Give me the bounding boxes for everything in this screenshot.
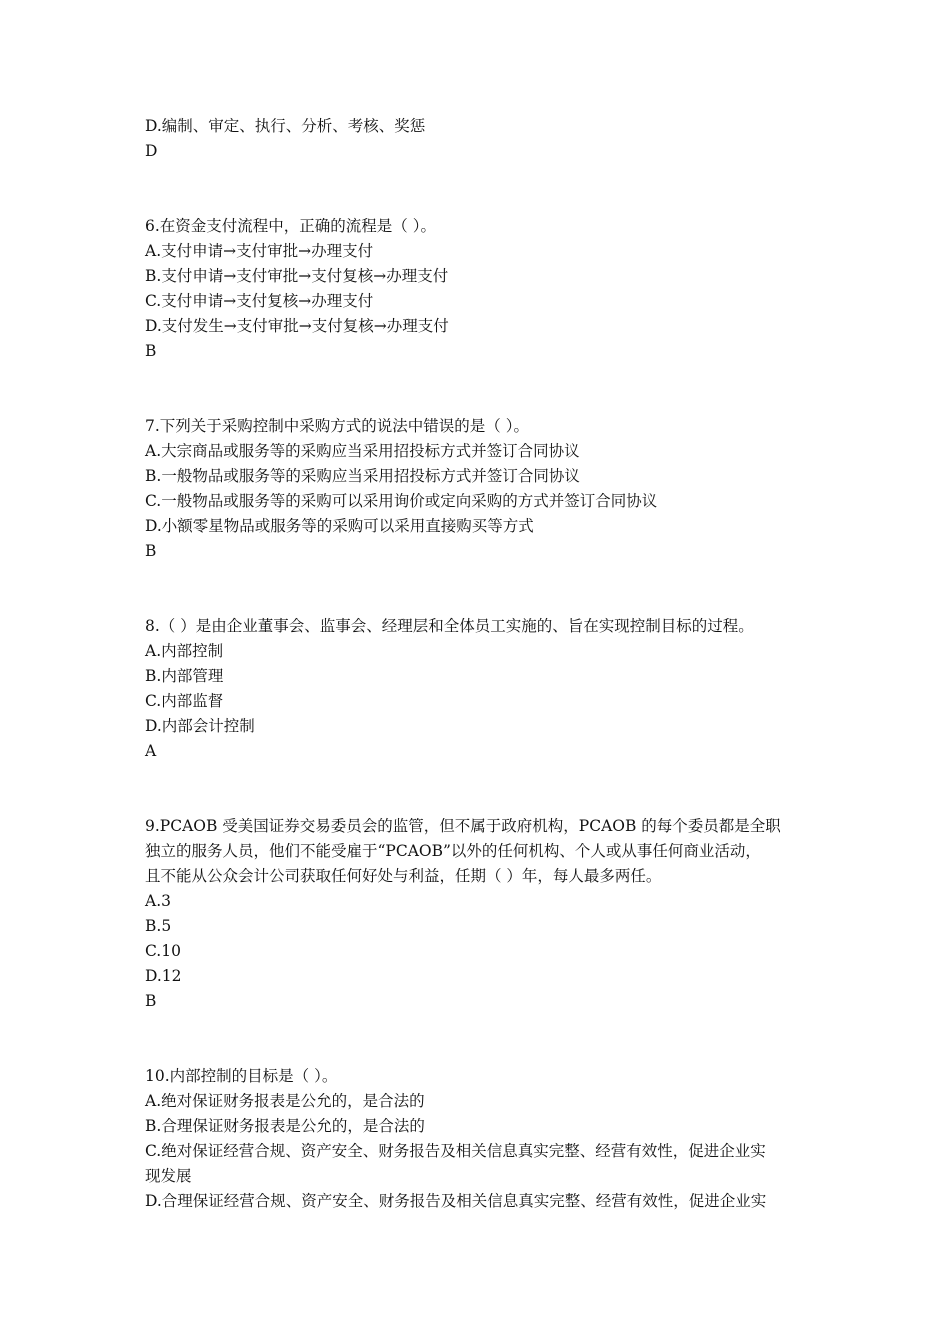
answer: B [145,542,157,560]
question-stem: 7.下列关于采购控制中采购方式的说法中错误的是（ ）。 [145,417,529,435]
option-d: D.合理保证经营合规、资产安全、财务报告及相关信息真实完整、经营有效性，促进企业实 [145,1192,767,1210]
answer: B [145,342,157,360]
option-b: B.5 [145,917,172,935]
question-stem-line: 9.PCAOB 受美国证券交易委员会的监管，但不属于政府机构，PCAOB 的每个委员都是全职 [145,817,781,835]
option-a: A.绝对保证财务报表是公允的，是合法的 [145,1092,425,1110]
answer: B [145,992,157,1010]
question-7 [145,414,815,564]
option-d: D.小额零星物品或服务等的采购可以采用直接购买等方式 [145,517,534,535]
option-c-continued: 现发展 [145,1167,192,1185]
option-c: C.绝对保证经营合规、资产安全、财务报告及相关信息真实完整、经营有效性，促进企业实 [145,1142,766,1160]
option-a: A.大宗商品或服务等的采购应当采用招投标方式并签订合同协议 [145,442,580,460]
option-c: C.支付申请→支付复核→办理支付 [145,292,374,310]
question-6 [145,214,815,364]
option-d: D.12 [145,967,182,985]
option-c: C.10 [145,942,181,960]
question-8 [145,614,815,764]
question-stem: 10.内部控制的目标是（ ）。 [145,1067,338,1085]
option-b: B.内部管理 [145,667,224,685]
spacer [145,1014,815,1064]
spacer [145,764,815,814]
spacer [145,364,815,414]
option-a: A.支付申请→支付审批→办理支付 [145,242,374,260]
answer: D [145,142,158,160]
option-a: A.内部控制 [145,642,224,660]
option-b: B.一般物品或服务等的采购应当采用招投标方式并签订合同协议 [145,467,580,485]
option-d: D.编制、审定、执行、分析、考核、奖惩 [145,117,426,135]
question-stem: 6.在资金支付流程中，正确的流程是（ ）。 [145,217,436,235]
spacer [145,564,815,614]
question-stem-line: 独立的服务人员，他们不能受雇于“PCAOB”以外的任何机构、个人或从事任何商业活动， [145,842,761,860]
option-c: C.内部监督 [145,692,224,710]
option-b: B.合理保证财务报表是公允的，是合法的 [145,1117,425,1135]
question-stem-line: 且不能从公众会计公司获取任何好处与利益，任期（ ）年，每人最多两任。 [145,867,662,885]
question-9 [145,814,815,1014]
question-stem: 8.（ ）是由企业董事会、监事会、经理层和全体员工实施的、旨在实现控制目标的过程。 [145,617,754,635]
document-page [145,114,815,1214]
option-b: B.支付申请→支付审批→支付复核→办理支付 [145,267,449,285]
option-d: D.支付发生→支付审批→支付复核→办理支付 [145,317,449,335]
spacer [145,164,815,214]
option-a: A.3 [145,892,171,910]
option-d: D.内部会计控制 [145,717,255,735]
question-10 [145,1064,815,1214]
option-c: C.一般物品或服务等的采购可以采用询价或定向采购的方式并签订合同协议 [145,492,658,510]
answer: A [145,742,157,760]
